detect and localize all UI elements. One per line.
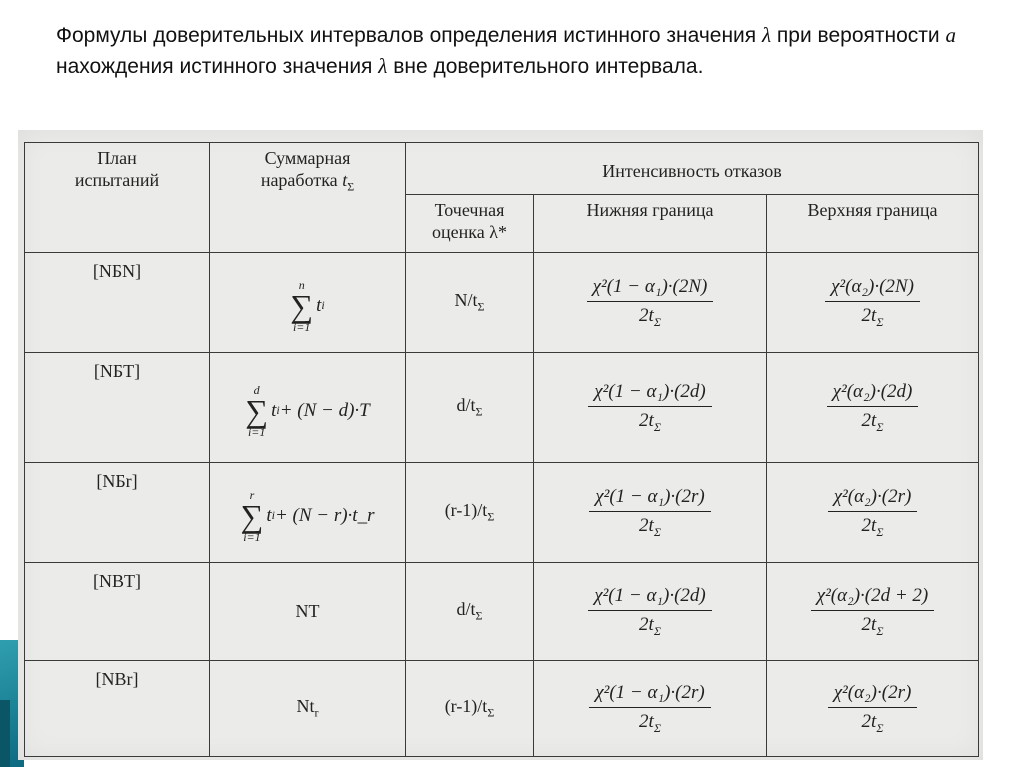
upper-den-text: 2t <box>861 710 877 732</box>
sum-formula <box>241 489 375 543</box>
header-intensity <box>406 143 979 195</box>
point-value: N/t <box>454 290 478 311</box>
upper-den-text: 2t <box>861 613 877 635</box>
lower-numerator: χ²(1 − α₁)·(2d) <box>588 381 712 407</box>
lower-den-sub: Σ <box>653 623 661 638</box>
lower-den-sub: Σ <box>653 524 661 539</box>
upper-den-sub: Σ <box>876 623 884 638</box>
lower-den-sub: Σ <box>653 314 661 329</box>
slide-title <box>56 20 986 82</box>
sum-term: t <box>271 399 277 421</box>
upper-denominator <box>811 611 935 639</box>
header-upper-bound <box>767 195 979 253</box>
lower-fraction <box>588 585 712 639</box>
title-text-3: нахождения истинного значения <box>56 55 379 78</box>
cell-plan <box>25 463 210 563</box>
total-time-value: NT <box>295 601 320 621</box>
cell-plan <box>25 353 210 463</box>
lower-den-text: 2t <box>639 304 654 326</box>
cell-lower-bound <box>534 353 767 463</box>
upper-den-text: 2t <box>861 409 877 431</box>
lower-den-sub: Σ <box>653 720 661 735</box>
title-text-4: вне доверительного интервала. <box>387 55 704 78</box>
header-total-time <box>210 143 406 253</box>
upper-den-text: 2t <box>861 514 877 536</box>
title-lambda-symbol: λ <box>761 23 772 47</box>
header-lower-bound <box>534 195 767 253</box>
plan-label: [NBr] <box>95 669 139 689</box>
plan-label: [NБr] <box>96 471 138 491</box>
point-sub: Σ <box>477 299 485 314</box>
cell-total-time <box>210 253 406 353</box>
point-value: d/t <box>456 395 476 416</box>
header-lower-label: Нижняя граница <box>586 200 714 220</box>
point-value: (r-1)/t <box>444 696 488 717</box>
point-sub: Σ <box>475 608 483 623</box>
header-total-sub: Σ <box>347 179 355 194</box>
cell-plan <box>25 563 210 661</box>
cell-upper-bound <box>767 353 979 463</box>
cell-lower-bound <box>534 661 767 757</box>
title-text-2: при вероятности <box>771 24 946 47</box>
table-row <box>25 353 979 463</box>
lower-den-sub: Σ <box>653 419 661 434</box>
upper-fraction <box>811 585 935 639</box>
upper-numerator: χ²(α₂)·(2r) <box>828 486 918 512</box>
upper-denominator <box>828 512 918 540</box>
header-point-label: Точечная оценка λ* <box>432 200 507 242</box>
cell-point-estimate <box>406 463 534 563</box>
header-point-estimate <box>406 195 534 253</box>
upper-fraction <box>828 682 918 736</box>
cell-point-estimate <box>406 661 534 757</box>
lower-fraction <box>587 276 714 330</box>
sum-tail: + (N − d)·T <box>279 399 370 421</box>
cell-upper-bound <box>767 563 979 661</box>
title-lambda-symbol-2: λ <box>378 54 388 78</box>
sum-sigma <box>245 384 268 438</box>
lower-den-text: 2t <box>639 409 654 431</box>
sum-lower-limit: i=1 <box>292 319 311 334</box>
header-total-label: Суммарная наработка <box>260 148 351 190</box>
sigma-symbol: ∑ <box>245 392 269 429</box>
cell-plan <box>25 253 210 353</box>
sum-sigma <box>290 279 313 333</box>
cell-lower-bound <box>534 253 767 353</box>
cell-lower-bound <box>534 563 767 661</box>
table-row <box>25 563 979 661</box>
header-plan <box>25 143 210 253</box>
lower-den-text: 2t <box>639 514 654 536</box>
point-sub: Σ <box>487 509 495 524</box>
title-text-1: Формулы доверительных интервалов определения истинного значения <box>56 24 762 47</box>
cell-upper-bound <box>767 463 979 563</box>
sum-upper-limit: n <box>298 277 305 292</box>
sum-term-sub: i <box>321 298 325 312</box>
lower-fraction <box>588 381 712 435</box>
sum-tail: + (N − r)·t_r <box>274 504 375 526</box>
table-row <box>25 463 979 563</box>
point-value: (r-1)/t <box>444 500 488 521</box>
cell-total-time <box>210 563 406 661</box>
sigma-symbol: ∑ <box>240 497 264 534</box>
lower-numerator: χ²(1 − α₁)·(2r) <box>589 682 710 708</box>
header-upper-label: Верхняя граница <box>807 200 938 220</box>
upper-den-sub: Σ <box>876 314 884 329</box>
lower-denominator <box>587 302 714 330</box>
lower-numerator: χ²(1 − α₁)·(2r) <box>589 486 710 512</box>
point-sub: Σ <box>487 705 495 720</box>
title-alpha-symbol: a <box>945 23 956 47</box>
lower-numerator: χ²(1 − α₁)·(2N) <box>587 276 714 302</box>
header-plan-label: План испытаний <box>74 148 160 190</box>
upper-denominator <box>828 708 918 736</box>
header-intensity-label: Интенсивность отказов <box>602 160 782 181</box>
total-time-value: Nt <box>296 696 315 717</box>
cell-total-time <box>210 353 406 463</box>
lower-den-text: 2t <box>639 710 654 732</box>
total-time-sub: r <box>314 705 319 720</box>
plan-label: [NБT] <box>93 361 141 381</box>
upper-numerator: χ²(α₂)·(2r) <box>828 682 918 708</box>
cell-point-estimate <box>406 253 534 353</box>
upper-fraction <box>825 276 920 330</box>
table-row <box>25 661 979 757</box>
cell-point-estimate <box>406 353 534 463</box>
sum-sigma <box>241 489 264 543</box>
upper-den-text: 2t <box>861 304 877 326</box>
cell-total-time <box>210 661 406 757</box>
cell-upper-bound <box>767 661 979 757</box>
lower-fraction <box>589 486 710 540</box>
sum-lower-limit: i=1 <box>243 529 261 544</box>
sum-formula <box>290 279 324 333</box>
upper-den-sub: Σ <box>876 720 884 735</box>
plan-label: [NБN] <box>92 261 142 281</box>
sum-term: t <box>316 294 322 316</box>
sum-term: t <box>266 504 272 526</box>
sigma-symbol: ∑ <box>290 287 314 324</box>
cell-lower-bound <box>534 463 767 563</box>
point-sub: Σ <box>475 404 483 419</box>
sum-lower-limit: i=1 <box>247 424 266 439</box>
sum-upper-limit: d <box>253 382 260 397</box>
cell-total-time <box>210 463 406 563</box>
upper-denominator <box>827 407 919 435</box>
sum-formula <box>245 384 369 438</box>
lower-den-text: 2t <box>639 613 654 635</box>
cell-upper-bound <box>767 253 979 353</box>
lower-denominator <box>588 611 712 639</box>
lower-fraction <box>589 682 710 736</box>
lower-denominator <box>589 512 710 540</box>
sum-term-sub: i <box>271 508 275 522</box>
lower-numerator: χ²(1 − α₁)·(2d) <box>588 585 712 611</box>
sum-term-sub: i <box>276 403 280 417</box>
lower-denominator <box>588 407 712 435</box>
upper-numerator: χ²(α₂)·(2N) <box>825 276 920 302</box>
header-total-symbol: t <box>342 170 348 190</box>
upper-numerator: χ²(α₂)·(2d + 2) <box>811 585 935 611</box>
lower-denominator <box>589 708 710 736</box>
upper-den-sub: Σ <box>876 419 884 434</box>
upper-numerator: χ²(α₂)·(2d) <box>827 381 919 407</box>
table-row <box>25 253 979 353</box>
plan-label: [NBT] <box>93 571 141 591</box>
cell-point-estimate <box>406 563 534 661</box>
upper-den-sub: Σ <box>876 524 884 539</box>
upper-fraction <box>827 381 919 435</box>
point-value: d/t <box>456 599 476 620</box>
confidence-interval-table <box>24 142 979 757</box>
upper-fraction <box>828 486 918 540</box>
upper-denominator <box>825 302 920 330</box>
cell-plan <box>25 661 210 757</box>
sum-upper-limit: r <box>249 487 255 502</box>
slide-accent-shadow <box>0 700 10 767</box>
